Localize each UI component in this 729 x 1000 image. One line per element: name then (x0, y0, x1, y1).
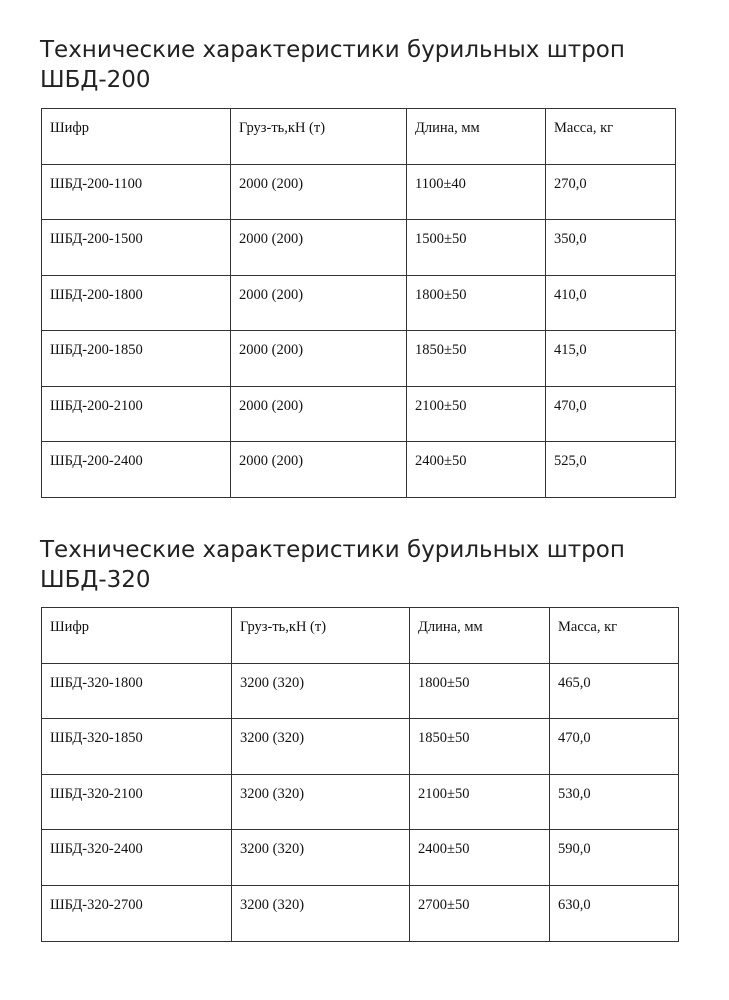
cell-code: ШБД-320-1800 (42, 663, 232, 719)
cell-code: ШБД-320-2400 (42, 830, 232, 886)
section-title-shbd-200: Технические характеристики бурильных штроп ШБД-200 (40, 37, 625, 93)
cell-code: ШБД-200-2100 (42, 386, 231, 442)
cell-code: ШБД-320-2700 (42, 885, 232, 941)
column-header-code: Шифр (42, 109, 231, 165)
column-header-length: Длина, мм (407, 109, 546, 165)
column-header-code: Шифр (42, 608, 232, 664)
table-row (42, 331, 676, 387)
cell-mass: 415,0 (546, 331, 676, 387)
cell-length: 1100±40 (407, 164, 546, 220)
table-row (42, 774, 679, 830)
cell-code: ШБД-200-1850 (42, 331, 231, 387)
cell-length: 1500±50 (407, 220, 546, 276)
cell-load-capacity: 2000 (200) (231, 164, 407, 220)
cell-mass: 465,0 (550, 663, 679, 719)
cell-load-capacity: 2000 (200) (231, 442, 407, 498)
table-row (42, 719, 679, 775)
cell-load-capacity: 2000 (200) (231, 220, 407, 276)
cell-code: ШБД-200-1100 (42, 164, 231, 220)
cell-mass: 525,0 (546, 442, 676, 498)
cell-mass: 350,0 (546, 220, 676, 276)
cell-code: ШБД-320-2100 (42, 774, 232, 830)
cell-load-capacity: 2000 (200) (231, 331, 407, 387)
cell-length: 2100±50 (407, 386, 546, 442)
table-header-row (42, 608, 679, 664)
table-row (42, 442, 676, 498)
table-row (42, 663, 679, 719)
cell-length: 1850±50 (410, 719, 550, 775)
cell-mass: 470,0 (550, 719, 679, 775)
column-header-length: Длина, мм (410, 608, 550, 664)
section-title-shbd-320: Технические характеристики бурильных штроп ШБД-320 (40, 537, 625, 593)
cell-length: 2400±50 (407, 442, 546, 498)
column-header-load-capacity: Груз-ть,кН (т) (232, 608, 410, 664)
cell-load-capacity: 3200 (320) (232, 719, 410, 775)
cell-mass: 270,0 (546, 164, 676, 220)
cell-code: ШБД-200-1500 (42, 220, 231, 276)
cell-load-capacity: 3200 (320) (232, 663, 410, 719)
table-header-row (42, 109, 676, 165)
cell-load-capacity: 2000 (200) (231, 386, 407, 442)
table-row (42, 885, 679, 941)
cell-load-capacity: 3200 (320) (232, 885, 410, 941)
column-header-mass: Масса, кг (550, 608, 679, 664)
table-row (42, 386, 676, 442)
table-row (42, 164, 676, 220)
table-row (42, 220, 676, 276)
table-row (42, 830, 679, 886)
cell-length: 1800±50 (407, 275, 546, 331)
spec-table-shbd-200 (41, 108, 676, 498)
table-row (42, 275, 676, 331)
cell-load-capacity: 3200 (320) (232, 830, 410, 886)
cell-length: 2400±50 (410, 830, 550, 886)
column-header-load-capacity: Груз-ть,кН (т) (231, 109, 407, 165)
cell-mass: 410,0 (546, 275, 676, 331)
cell-length: 2100±50 (410, 774, 550, 830)
cell-length: 1800±50 (410, 663, 550, 719)
cell-code: ШБД-200-2400 (42, 442, 231, 498)
cell-load-capacity: 2000 (200) (231, 275, 407, 331)
cell-code: ШБД-200-1800 (42, 275, 231, 331)
cell-mass: 630,0 (550, 885, 679, 941)
column-header-mass: Масса, кг (546, 109, 676, 165)
cell-length: 1850±50 (407, 331, 546, 387)
cell-mass: 470,0 (546, 386, 676, 442)
cell-mass: 530,0 (550, 774, 679, 830)
cell-code: ШБД-320-1850 (42, 719, 232, 775)
cell-length: 2700±50 (410, 885, 550, 941)
cell-mass: 590,0 (550, 830, 679, 886)
spec-table-shbd-320 (41, 607, 679, 942)
cell-load-capacity: 3200 (320) (232, 774, 410, 830)
